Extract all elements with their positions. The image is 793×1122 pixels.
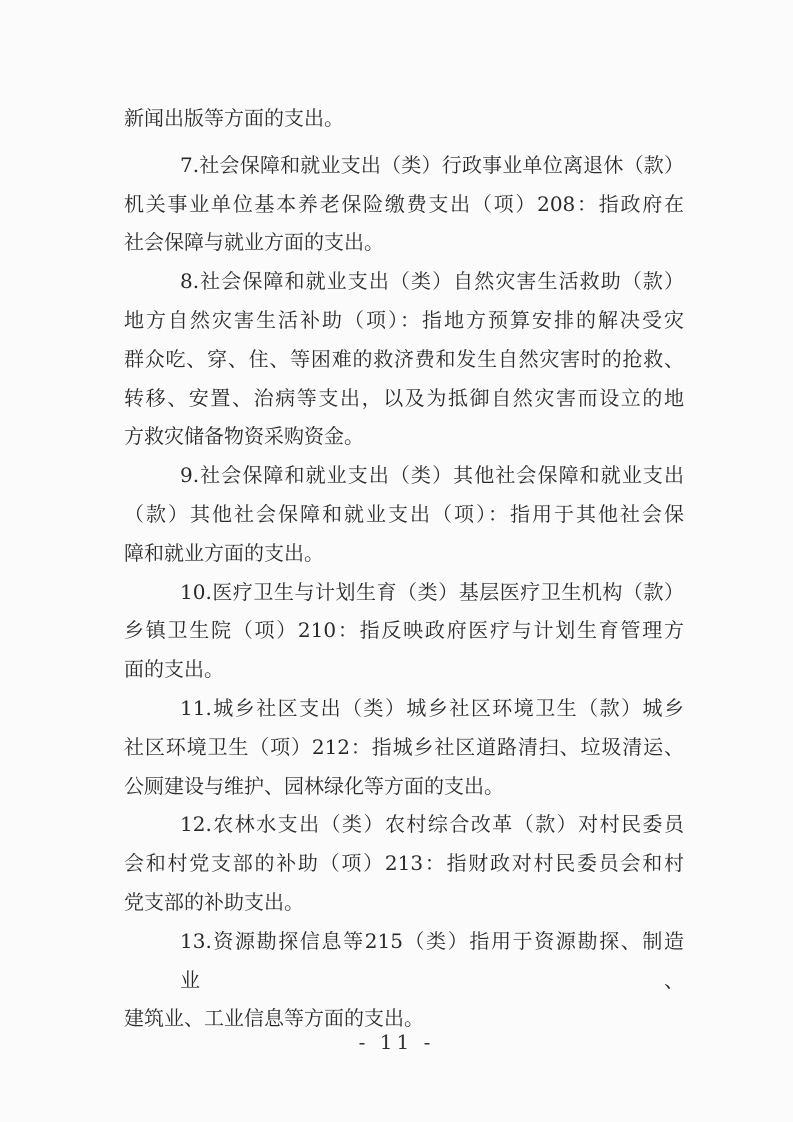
text-line: 群众吃、穿、住、等困难的救济费和发生自然灾害时的抢救、 [124, 346, 684, 371]
paragraph [124, 805, 684, 921]
text-line: 8.社会保障和就业支出（类）自然灾害生活救助（款） [180, 269, 684, 294]
document-body [124, 99, 684, 1038]
paragraph [124, 99, 684, 138]
paragraph [124, 573, 684, 689]
text-line: 障和就业方面的支出。 [124, 540, 324, 565]
text-line: 转移、安置、治病等支出，以及为抵御自然灾害而设立的地 [124, 385, 684, 410]
text-line: 乡镇卫生院（项）210：指反映政府医疗与计划生育管理方 [124, 618, 684, 643]
text-line: 9.社会保障和就业支出（类）其他社会保障和就业支出 [180, 463, 684, 488]
page-number: - 11 - [358, 1030, 435, 1054]
text-line: 机关事业单位基本养老保险缴费支出（项）208：指政府在 [124, 191, 684, 216]
text-line: 社会保障与就业方面的支出。 [124, 230, 384, 255]
paragraph [124, 262, 684, 456]
text-line: 建筑业、工业信息等方面的支出。 [124, 1006, 424, 1031]
text-line: 党支部的补助支出。 [124, 889, 304, 914]
text-line: 会和村党支部的补助（项）213：指财政对村民委员会和村 [124, 851, 684, 876]
text-line: 12.农林水支出（类）农村综合改革（款）对村民委员 [180, 812, 684, 837]
text-line: 方救灾储备物资采购资金。 [124, 424, 364, 449]
paragraph [124, 922, 684, 1038]
text-line: 7.社会保障和就业支出（类）行政事业单位离退休（款） [180, 152, 684, 177]
text-line: 新闻出版等方面的支出。 [124, 106, 344, 130]
text-line: 公厕建设与维护、园林绿化等方面的支出。 [124, 773, 504, 798]
text-line: 11.城乡社区支出（类）城乡社区环境卫生（款）城乡 [180, 695, 684, 720]
text-line: 13.资源勘探信息等215（类）指用于资源勘探、制造业、 [180, 928, 684, 992]
text-line: 10.医疗卫生与计划生育（类）基层医疗卫生机构（款） [180, 579, 684, 604]
text-line: （款）其他社会保障和就业支出（项）：指用于其他社会保 [124, 501, 684, 526]
paragraph [124, 689, 684, 805]
text-line: 面的支出。 [124, 657, 224, 682]
text-line: 地方自然灾害生活补助（项）：指地方预算安排的解决受灾 [124, 307, 684, 332]
paragraph [124, 456, 684, 572]
text-line: 社区环境卫生（项）212：指城乡社区道路清扫、垃圾清运、 [124, 734, 684, 759]
paragraph [124, 146, 684, 262]
